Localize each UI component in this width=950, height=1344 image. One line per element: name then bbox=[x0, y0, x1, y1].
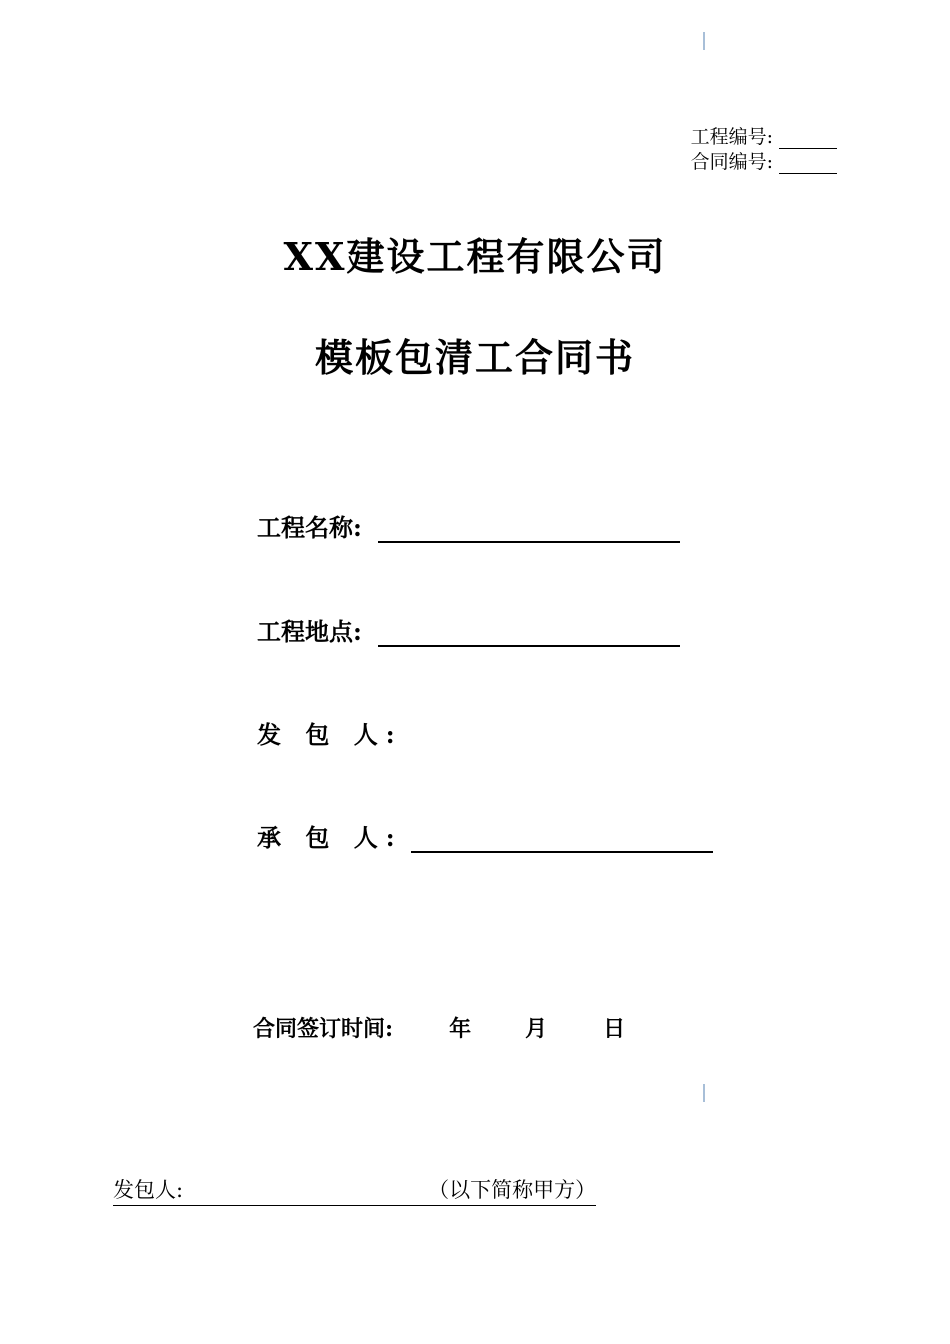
year-label: 年 bbox=[449, 1016, 472, 1042]
contract-number-field bbox=[691, 150, 837, 174]
contractor-label: 承 包 人: bbox=[257, 823, 403, 852]
employer-label: 发 包 人: bbox=[257, 720, 403, 749]
document-title: 模板包清工合同书 bbox=[314, 335, 635, 380]
project-location-blank[interactable] bbox=[378, 619, 680, 647]
project-location-field bbox=[257, 612, 680, 647]
signing-date-row bbox=[253, 1012, 625, 1043]
employer-clause bbox=[113, 1174, 596, 1206]
project-name-field bbox=[257, 508, 680, 543]
contract-number-label: 合同编号: bbox=[690, 151, 773, 173]
text-cursor-mark bbox=[703, 1084, 705, 1102]
project-number-blank[interactable] bbox=[779, 128, 837, 149]
employer-clause-note: （以下简称甲方） bbox=[428, 1178, 597, 1202]
contractor-field bbox=[257, 818, 713, 853]
employer-clause-label: 发包人: bbox=[113, 1178, 184, 1202]
day-label: 日 bbox=[603, 1016, 626, 1042]
project-location-label: 工程地点: bbox=[257, 617, 362, 646]
project-name-blank[interactable] bbox=[378, 515, 680, 543]
signing-date-label: 合同签订时间: bbox=[253, 1016, 394, 1042]
project-number-field bbox=[691, 125, 837, 149]
contract-number-blank[interactable] bbox=[779, 153, 837, 174]
employer-field bbox=[257, 715, 403, 750]
project-number-label: 工程编号: bbox=[690, 126, 773, 148]
company-title: XX建设工程有限公司 bbox=[283, 234, 667, 279]
contractor-blank[interactable] bbox=[411, 825, 713, 853]
project-name-label: 工程名称: bbox=[257, 513, 362, 542]
month-label: 月 bbox=[525, 1016, 548, 1042]
text-cursor-mark bbox=[703, 32, 705, 50]
